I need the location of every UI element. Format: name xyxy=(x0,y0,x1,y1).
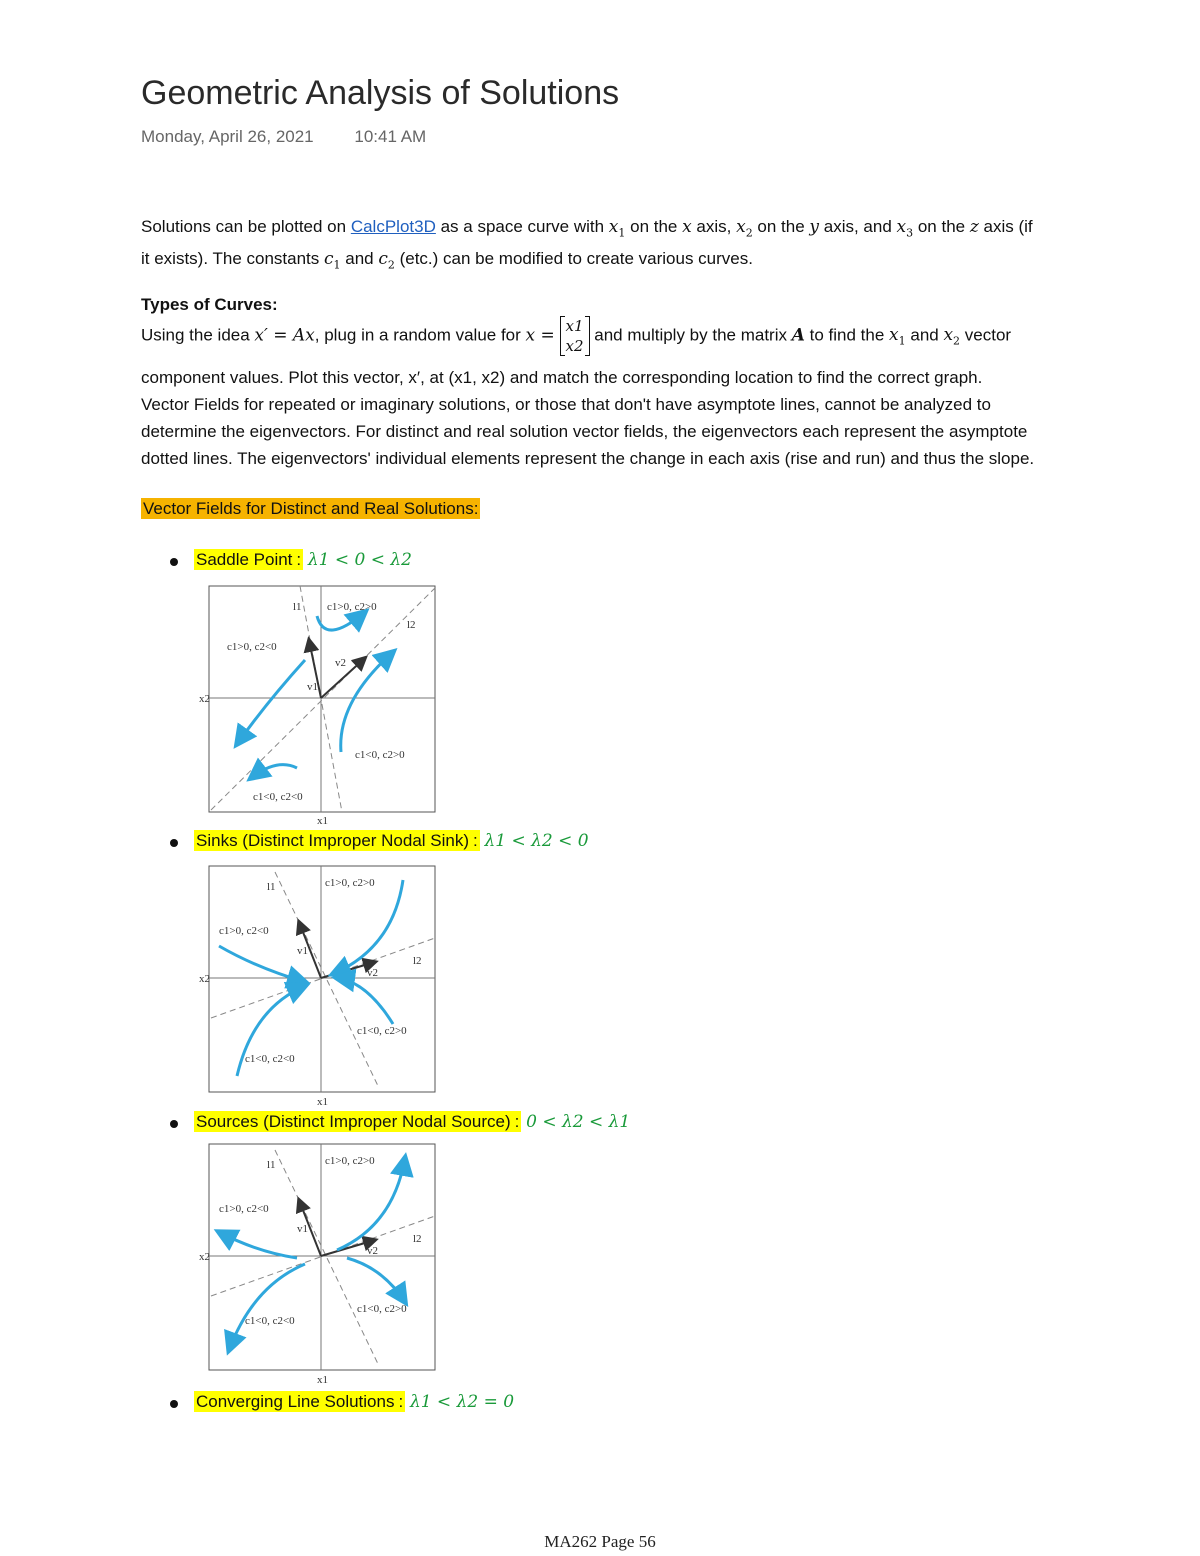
l2-label: l2 xyxy=(407,619,416,631)
vector-top: x1 xyxy=(565,317,584,335)
math-x-eq: x = xyxy=(525,325,555,346)
types-line: dotted lines. The eigenvectors' individual elements represent the change in each axis (rise and run) and thus the slope. xyxy=(141,449,1035,468)
trajectory-curve xyxy=(337,1158,405,1250)
math-c1: $c_1$ xyxy=(323,249,341,272)
types-line: determine the eigenvectors. For distinct and real solution vector fields, the eigenvectors each represent the asymptote xyxy=(141,422,1028,441)
sink-phase-portrait xyxy=(197,862,442,1107)
label-pn: c1>0, c2<0 xyxy=(227,641,277,653)
trajectory-curve xyxy=(219,1232,297,1258)
vector-bottom: x2 xyxy=(565,337,584,355)
v1-label: v1 xyxy=(297,1223,308,1235)
label-pn: c1>0, c2<0 xyxy=(219,1203,269,1215)
label-pp: c1>0, c2>0 xyxy=(327,601,377,613)
section-heading-text: Vector Fields for Distinct and Real Solutions: xyxy=(143,499,479,518)
intro-text: on the xyxy=(913,217,970,236)
trajectory-curve xyxy=(219,946,305,982)
bullet-label: Saddle Point xyxy=(196,550,293,569)
v2-label: v2 xyxy=(367,967,378,979)
types-line: component values. Plot this vector, x′, at (x1, x2) and match the corresponding location to find the correct graph. xyxy=(141,368,983,387)
v1-label: v1 xyxy=(307,681,318,693)
source-phase-portrait xyxy=(197,1140,442,1385)
trajectory-curve xyxy=(347,1258,405,1302)
types-heading: Types of Curves: xyxy=(141,295,278,314)
page-date: Monday, April 26, 2021 xyxy=(141,127,314,146)
intro-text: (etc.) can be modified to create various curves. xyxy=(394,249,753,269)
math-x1: $x_1$ xyxy=(608,217,626,240)
trajectory-curve xyxy=(229,1264,305,1350)
intro-text: it exists). The constants xyxy=(141,249,324,269)
math-equation: x′ = Ax xyxy=(254,325,315,346)
math-A: A xyxy=(791,325,805,346)
types-line: Vector Fields for repeated or imaginary solutions, or those that don't have asymptote lines, cannot be analyzed to xyxy=(141,395,991,414)
label-pn: c1>0, c2<0 xyxy=(219,925,269,937)
bullet-label: Converging Line Solutions xyxy=(196,1392,395,1411)
x2-axis-label: x2 xyxy=(199,973,210,985)
bullet-dot xyxy=(170,1120,178,1128)
bullet-label: Sinks (Distinct Improper Nodal Sink) xyxy=(196,831,470,850)
label-nn: c1<0, c2<0 xyxy=(245,1315,295,1327)
intro-text: as a space curve with xyxy=(435,217,609,236)
math-z: z xyxy=(969,217,979,237)
x1-axis-label: x1 xyxy=(317,1374,328,1385)
bullet-dot xyxy=(170,839,178,847)
v2-label: v2 xyxy=(335,657,346,669)
bullet-condition: λ1 < 0 < λ2 xyxy=(307,550,412,570)
bullet-dot xyxy=(170,1400,178,1408)
math-x3: $x_3$ xyxy=(896,217,914,240)
math-y: y xyxy=(809,217,820,237)
bullet-condition: 0 < λ2 < λ1 xyxy=(526,1112,631,1132)
saddle-phase-portrait xyxy=(197,582,442,824)
trajectory-curve xyxy=(341,652,393,752)
x1-axis-label: x1 xyxy=(317,815,328,824)
l1-label: l1 xyxy=(267,1159,276,1171)
l2-label: l2 xyxy=(413,1233,422,1245)
math-x2: $x_2$ xyxy=(736,217,753,240)
bullet-colon: : xyxy=(398,1392,404,1411)
intro-paragraph xyxy=(141,214,1186,279)
math-x2: $x_2$ xyxy=(943,325,961,348)
l1-label: l1 xyxy=(267,881,276,893)
trajectory-curve xyxy=(333,880,403,974)
types-paragraph xyxy=(141,316,1186,356)
x2-axis-label: x2 xyxy=(199,1251,210,1263)
section-heading xyxy=(141,496,1186,522)
label-nn: c1<0, c2<0 xyxy=(253,791,303,803)
intro-text: axis, and xyxy=(819,217,897,236)
intro-text: and xyxy=(340,249,379,269)
label-np: c1<0, c2>0 xyxy=(357,1025,407,1037)
page-footer: MA262 Page 56 xyxy=(544,1532,656,1551)
types-text: vector xyxy=(960,325,1012,345)
page-timestamp xyxy=(141,127,426,147)
label-pp: c1>0, c2>0 xyxy=(325,1155,375,1167)
types-text: Using the idea xyxy=(141,325,255,345)
math-x1: $x_1$ xyxy=(889,325,906,348)
l2-label: l2 xyxy=(413,955,422,967)
bullet-colon: : xyxy=(514,1112,520,1131)
label-nn: c1<0, c2<0 xyxy=(245,1053,295,1065)
label-np: c1<0, c2>0 xyxy=(357,1303,407,1315)
intro-text: Solutions can be plotted on xyxy=(141,217,351,236)
page-time: 10:41 AM xyxy=(354,127,427,146)
label-pp: c1>0, c2>0 xyxy=(325,877,375,889)
v1-label: v1 xyxy=(297,945,308,957)
intro-text: axis (if xyxy=(978,217,1033,236)
trajectory-curve xyxy=(237,660,305,744)
bullet-label: Sources (Distinct Improper Nodal Source) xyxy=(196,1112,511,1131)
l1-label: l1 xyxy=(293,601,302,613)
l2-asymptote xyxy=(211,588,435,810)
trajectory-curve xyxy=(251,765,297,778)
x1-axis-label: x1 xyxy=(317,1096,328,1107)
bullet-dot xyxy=(170,558,178,566)
bullet-condition: λ1 < λ2 < 0 xyxy=(484,831,589,851)
math-c2: $c_2$ xyxy=(378,249,395,272)
trajectory-curve xyxy=(317,612,365,630)
intro-text: on the xyxy=(625,217,683,236)
types-body xyxy=(141,364,1186,472)
x2-axis-label: x2 xyxy=(199,693,210,705)
page-title: Geometric Analysis of Solutions xyxy=(141,74,620,112)
types-text: , plug in a random value for xyxy=(314,325,526,345)
intro-text: on the xyxy=(752,217,810,236)
label-np: c1<0, c2>0 xyxy=(355,749,405,761)
types-text: and xyxy=(905,325,944,345)
types-text: to find the xyxy=(804,325,890,345)
math-x: x xyxy=(682,217,692,237)
bullet-colon: : xyxy=(296,550,302,569)
bullet-condition: λ1 < λ2 = 0 xyxy=(409,1392,515,1412)
calcplot3d-link[interactable]: CalcPlot3D xyxy=(350,217,436,236)
v2-label: v2 xyxy=(367,1245,378,1257)
math-vector xyxy=(560,316,590,356)
bullet-colon: : xyxy=(473,831,478,850)
types-text: and multiply by the matrix xyxy=(589,325,792,345)
intro-text: axis, xyxy=(691,217,737,236)
